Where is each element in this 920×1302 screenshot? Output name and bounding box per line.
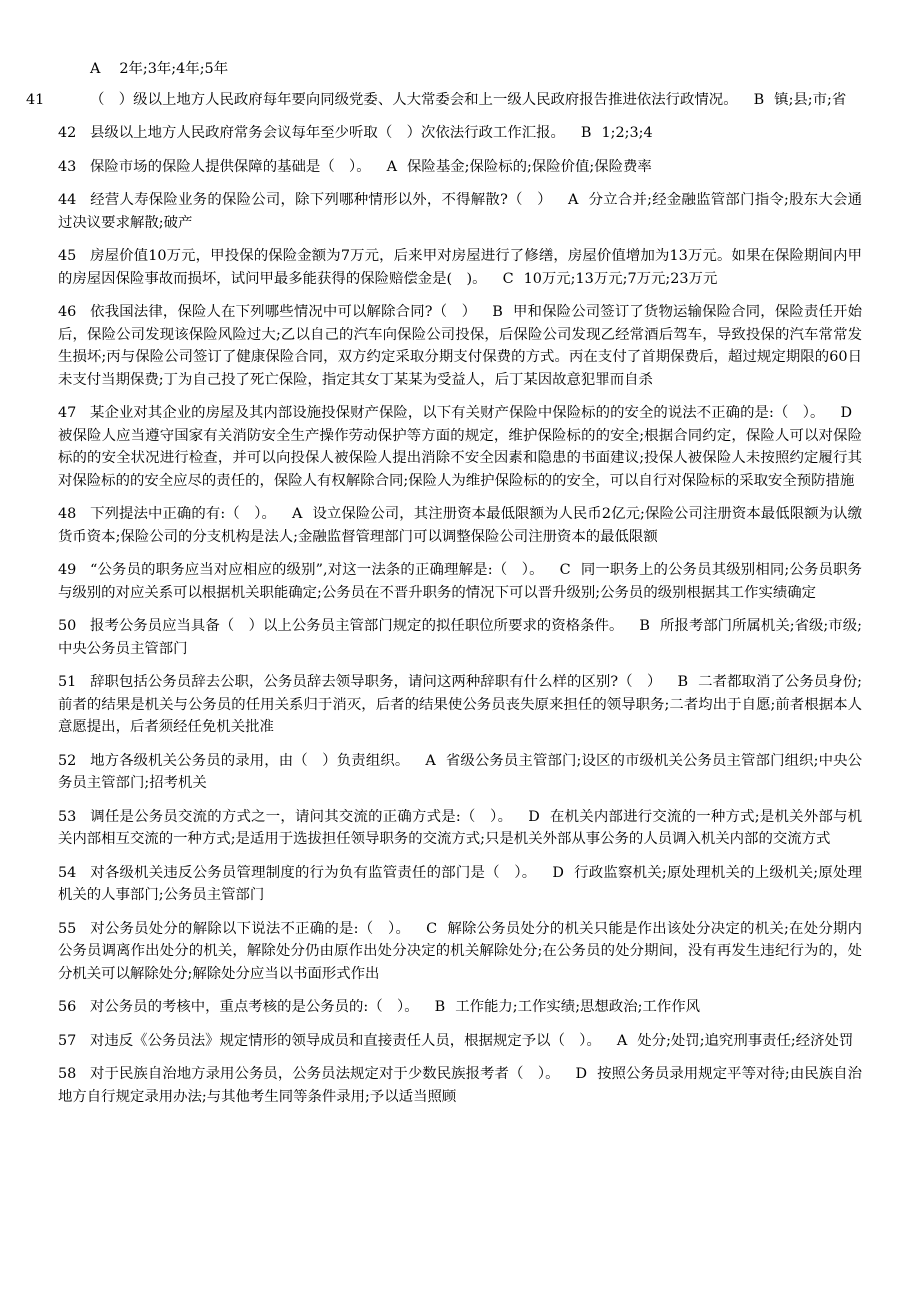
question-stem: 对违反《公务员法》规定情形的领导成员和直接责任人员，根据规定予以（ ）。 <box>90 1032 601 1049</box>
question-number: 41 <box>26 91 45 108</box>
question-45 <box>58 245 862 290</box>
question-stem: 县级以上地方人民政府常务会议每年至少听取（ ）次依法行政工作汇报。 <box>90 125 565 141</box>
answer-letter: D <box>552 864 564 881</box>
answer-options: 二者都取消了公务员身份;前者的结果是机关与公务员的任用关系归于消灭，后者的结果使公务员丧失原来担任的领导职务;二者均出于自愿;前者根据本人意愿提出，后者须经任免机关批准 <box>58 674 862 735</box>
question-41 <box>26 89 862 112</box>
question-list <box>26 89 863 1109</box>
question-stem: 依我国法律，保险人在下列哪些情况中可以解除合同?（ ） <box>90 304 477 320</box>
question-number: 45 <box>58 248 77 264</box>
question-stem: 某企业对其企业的房屋及其内部设施投保财产保险，以下有关财产保险中保险标的的安全的说法不正确的是:（ ）。 <box>90 405 825 421</box>
answer-options: 甲和保险公司签订了货物运输保险合同，保险责任开始后，保险公司发现该保险风险过大;乙以自己的汽车向保险公司投保，后保险公司发现乙经常酒后驾车，导致投保的汽车常常发生损坏;丙与保险公司签订了健康保险合同，双方约定采取分期支付保费的方式。丙在支付了首期保费后，超过规定期限的60日未支付当期保费;丁为自己投了死亡保险，指定其女丁某某为受益人，后丁某因故意犯罪而自杀 <box>58 304 862 388</box>
question-55 <box>58 918 862 986</box>
answer-options: 在机关内部进行交流的一种方式;是机关外部与机关内部相互交流的一种方式;是适用于选拔担任领导职务的交流方式;只是机关外部从事公务的人员调入机关内部的交流方式 <box>58 808 863 847</box>
question-stem: （ ）级以上地方人民政府每年要向同级党委、人大常委会和上一级人民政府报告推进依法行政情况。 <box>90 91 738 108</box>
question-stem: 调任是公务员交流的方式之一，请问其交流的正确方式是:（ ）。 <box>90 808 513 825</box>
question-52 <box>58 750 862 795</box>
question-42 <box>58 122 862 145</box>
question-stem: 对公务员处分的解除以下说法不正确的是:（ ）。 <box>90 920 411 937</box>
question-number: 51 <box>58 674 77 690</box>
answer-options: 所报考部门所属机关;省级;市级;中央公务员主管部门 <box>58 618 862 657</box>
answer-options: 处分;处罚;追究刑事责任;经济处罚 <box>637 1032 854 1049</box>
answer-letter: C <box>426 920 438 937</box>
question-56 <box>58 996 862 1019</box>
answer-options: 同一职务上的公务员其级别相同;公务员职务与级别的对应关系可以根据机关职能确定;公务员在不晋升职务的情况下可以晋升级别;公务员的级别根据其工作实绩确定 <box>58 562 862 601</box>
question-number: 47 <box>58 405 77 421</box>
answer-options: 保险基金;保险标的;保险价值;保险费率 <box>407 158 652 175</box>
answer-letter: B <box>580 125 592 141</box>
answer-options: 1;2;3;4 <box>601 125 653 141</box>
question-stem: 对于民族自治地方录用公务员，公务员法规定对于少数民族报考者（ ）。 <box>90 1066 560 1082</box>
question-50 <box>58 615 862 660</box>
answer-letter: D <box>528 808 540 825</box>
question-stem: 保险市场的保险人提供保障的基础是（ ）。 <box>90 158 371 175</box>
answer-letter: B <box>639 618 650 634</box>
answer-letter: D <box>840 405 852 421</box>
question-58 <box>58 1063 862 1108</box>
answer-options: 省级公务员主管部门;设区的市级机关公务员主管部门组织;中央公务员主管部门;招考机关 <box>58 752 862 791</box>
question-stem: 辞职包括公务员辞去公职，公务员辞去领导职务，请问这两种辞职有什么样的区别?（ ） <box>90 674 662 690</box>
question-number: 48 <box>58 506 77 522</box>
question-number: 56 <box>58 999 77 1015</box>
question-53 <box>58 806 862 851</box>
question-44 <box>58 189 862 234</box>
answer-letter: C <box>559 562 571 578</box>
question-number: 53 <box>58 808 77 825</box>
question-stem: 房屋价值10万元，甲投保的保险金额为7万元，后来甲对房屋进行了修缮，房屋价值增加为13万元。如果在保险期间内甲的房屋因保险事故而损坏，试问甲最多能获得的保险赔偿金是( )。 <box>58 248 862 287</box>
answer-letter: B <box>434 999 446 1015</box>
answer-options: 行政监察机关;原处理机关的上级机关;原处理机关的人事部门;公务员主管部门 <box>58 864 862 903</box>
answer-options: 10万元;13万元;7万元;23万元 <box>523 270 718 287</box>
question-43 <box>58 156 862 179</box>
question-51 <box>58 671 862 739</box>
answer-letter: B <box>492 304 503 320</box>
options-line-40: A 2年;3年;4年;5年 <box>90 61 229 77</box>
question-48 <box>58 503 862 548</box>
answer-letter: B <box>677 674 689 690</box>
question-stem: 报考公务员应当具备（ ）以上公务员主管部门规定的拟任职位所要求的资格条件。 <box>90 618 624 634</box>
answer-options: 解除公务员处分的机关只能是作出该处分决定的机关;在处分期内公务员调离作出处分的机关，解除处分仍由原作出处分决定的机关解除处分;在公务员的处分期间，没有再发生违纪行为的，处分机关可以解除处分;解除处分应当以书面形式作出 <box>58 920 862 982</box>
question-number: 43 <box>58 158 77 175</box>
answer-letter: A <box>567 192 579 208</box>
question-number: 49 <box>58 562 77 578</box>
answer-options: 镇;县;市;省 <box>774 91 847 108</box>
question-stem: 地方各级机关公务员的录用，由（ ）负责组织。 <box>90 752 410 769</box>
answer-letter: D <box>575 1066 588 1082</box>
answer-letter: C <box>502 270 514 287</box>
question-number: 42 <box>58 125 77 141</box>
question-46 <box>58 301 862 391</box>
answer-options: 被保险人应当遵守国家有关消防安全生产操作劳动保护等方面的规定，维护保险标的的安全;根据合同约定，保险人可以对保险标的的安全状况进行检查，并可以向投保人被保险人提出消除不安全因素和隐患的书面建议;投保人被保险人未按照约定履行其对保险标的的安全应尽的责任的，保险人有权解除合同;保险人为维护保险标的的安全，可以自行对保险标的采取安全预防措施 <box>58 427 862 489</box>
answer-letter: A <box>386 158 398 175</box>
question-stem: “公务员的职务应当对应相应的级别”,对这一法条的正确理解是:（ ）。 <box>90 562 544 578</box>
question-number: 57 <box>58 1032 77 1049</box>
question-stem: 对公务员的考核中，重点考核的是公务员的:（ ）。 <box>90 999 419 1015</box>
question-stem: 下列提法中正确的有:（ ）。 <box>90 506 276 522</box>
answer-letter: A <box>616 1032 628 1049</box>
question-number: 55 <box>58 920 77 937</box>
question-stem: 对各级机关违反公务员管理制度的行为负有监管责任的部门是（ ）。 <box>90 864 537 881</box>
answer-options: 设立保险公司，其注册资本最低限额为人民币2亿元;保险公司注册资本最低限额为认缴货币资本;保险公司的分支机构是法人;金融监督管理部门可以调整保险公司注册资本的最低限额 <box>58 506 862 545</box>
question-54 <box>58 862 862 907</box>
question-47 <box>58 402 862 492</box>
answer-options: 分立合并;经金融监管部门指令;股东大会通过决议要求解散;破产 <box>58 192 863 231</box>
question-49 <box>58 559 862 604</box>
answer-options: 工作能力;工作实绩;思想政治;工作作风 <box>455 999 701 1015</box>
question-number: 58 <box>58 1066 77 1082</box>
question-stem: 经营人寿保险业务的保险公司，除下列哪种情形以外，不得解散?（ ） <box>90 192 552 208</box>
answer-letter: B <box>753 91 765 108</box>
question-number: 46 <box>58 304 77 320</box>
answer-letter: A <box>425 752 436 769</box>
question-number: 54 <box>58 864 77 881</box>
question-57 <box>58 1030 862 1053</box>
question-number: 44 <box>58 192 77 208</box>
answer-options: 按照公务员录用规定平等对待;由民族自治地方自行规定录用办法;与其他考生同等条件录用;予以适当照顾 <box>58 1066 862 1105</box>
question-number: 52 <box>58 752 77 769</box>
answer-letter: A <box>291 506 303 522</box>
question-number: 50 <box>58 618 77 634</box>
